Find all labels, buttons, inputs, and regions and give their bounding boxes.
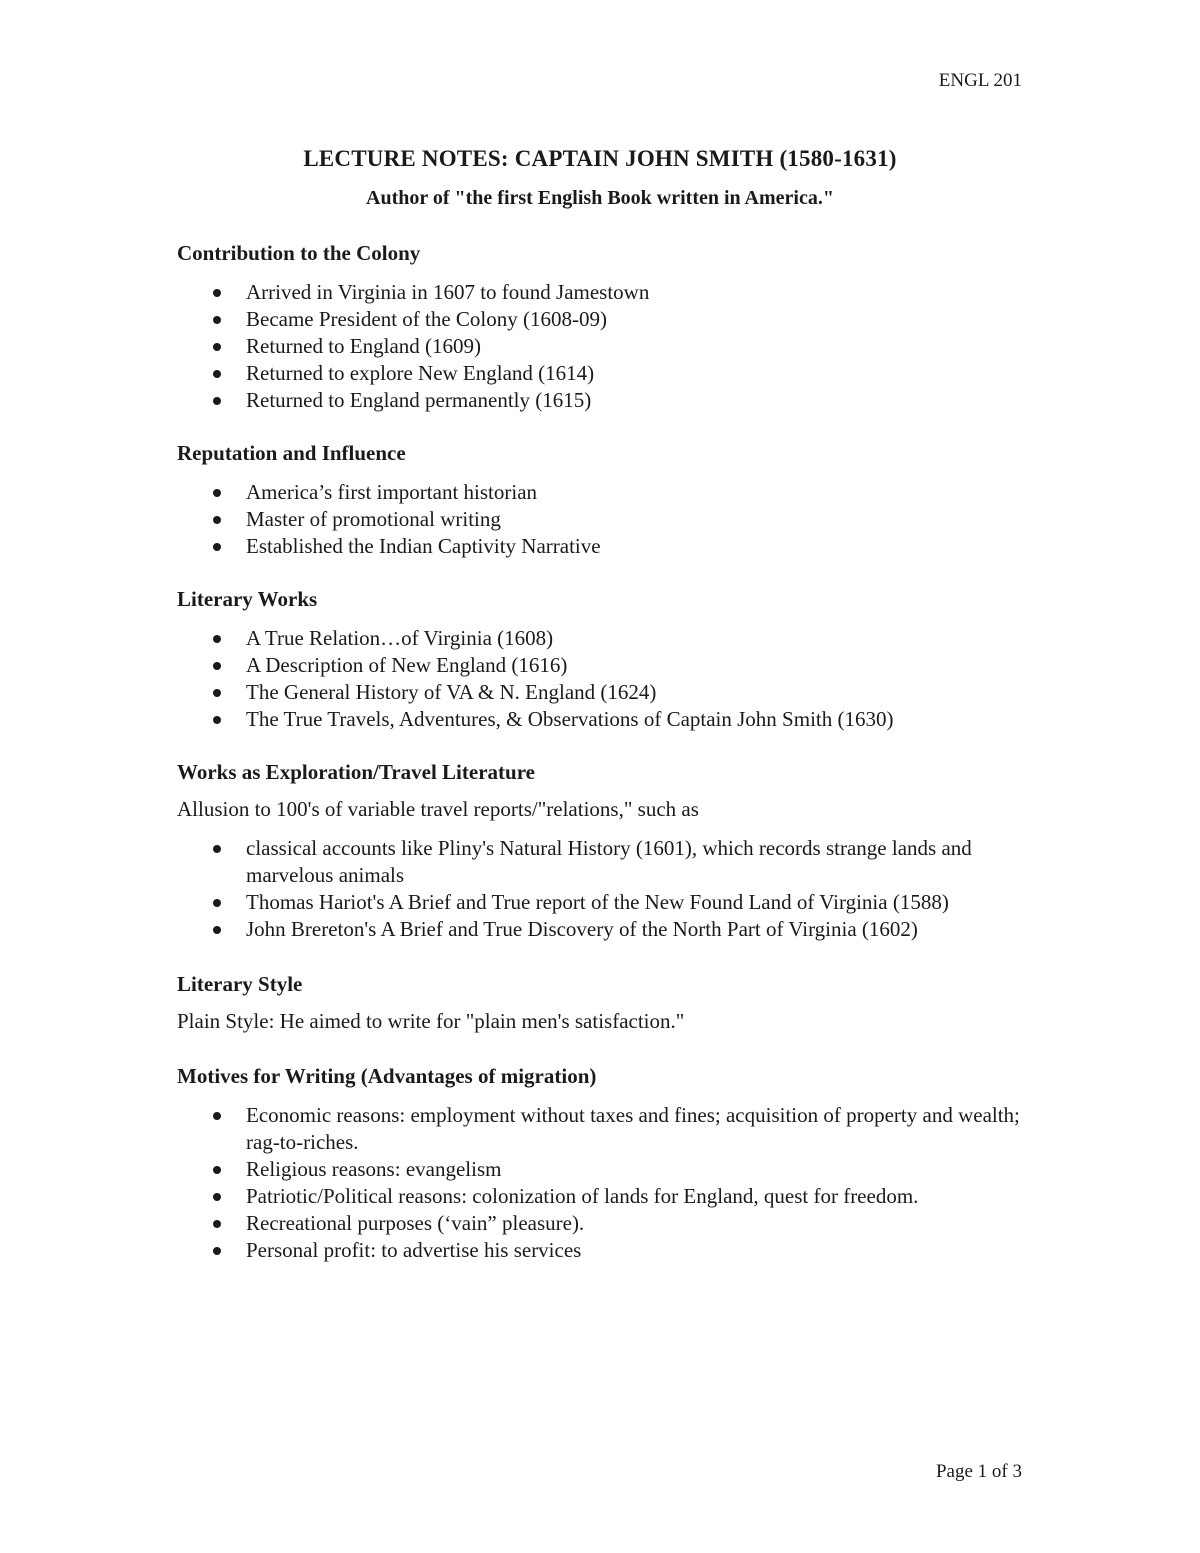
section-heading-exploration: Works as Exploration/Travel Literature — [177, 760, 535, 784]
list-item — [177, 835, 1037, 889]
document-body — [177, 240, 1037, 1264]
bullet-icon — [213, 1166, 221, 1174]
page-number: Page 1 of 3 — [935, 1461, 1022, 1482]
bullet-icon — [213, 1112, 221, 1120]
title-letter-l: L — [303, 146, 319, 171]
list-item — [177, 387, 1037, 414]
page-title — [0, 146, 1200, 172]
list-item — [177, 679, 1037, 706]
title-part-ecture: ECTURE — [318, 146, 422, 171]
reputation-list — [177, 479, 1037, 560]
bullet-icon — [213, 662, 221, 670]
list-item-text: A True Relation…of Virginia (1608) — [246, 626, 554, 650]
list-item-text: classical accounts like Pliny's Natural History (1601), which records strange lands and marvelous animals — [246, 836, 972, 887]
works-list — [177, 625, 1037, 733]
list-item-text: Economic reasons: employment without taxes and fines; acquisition of property and wealth; rag-to-riches. — [246, 1103, 1020, 1154]
list-item — [177, 1237, 1037, 1264]
bullet-icon — [213, 716, 221, 724]
list-item-text: Thomas Hariot's A Brief and True report of the New Found Land of Virginia (1588) — [246, 890, 949, 914]
list-item-text: John Brereton's A Brief and True Discovery of the North Part of Virginia (1602) — [246, 917, 918, 941]
bullet-icon — [213, 1220, 221, 1228]
title-part-ohn: OHN — [636, 146, 696, 171]
list-item-text: A Description of New England (1616) — [246, 653, 568, 677]
section-heading-style: Literary Style — [177, 972, 303, 996]
title-letter-s: S — [695, 146, 709, 171]
title-years: (1580-1631) — [773, 146, 897, 171]
section-heading-motives: Motives for Writing (Advantages of migration) — [177, 1064, 597, 1088]
title-part-otes: OTES: — [438, 146, 515, 171]
list-item — [177, 625, 1037, 652]
title-letter-c: C — [514, 146, 532, 171]
section-heading-works: Literary Works — [177, 587, 318, 611]
section-heading-reputation: Reputation and Influence — [177, 441, 406, 465]
section-heading-contribution: Contribution to the Colony — [177, 241, 421, 265]
list-item — [177, 333, 1037, 360]
list-item-text: Personal profit: to advertise his services — [246, 1238, 582, 1262]
title-letter-j: J — [625, 146, 637, 171]
list-item — [177, 652, 1037, 679]
exploration-intro: Allusion to 100's of variable travel reports/"relations," such as — [177, 797, 699, 821]
list-item-text: Patriotic/Political reasons: colonization of lands for England, quest for freedom. — [246, 1184, 919, 1208]
bullet-icon — [213, 343, 221, 351]
style-text: Plain Style: He aimed to write for "plain men's satisfaction." — [177, 1009, 685, 1033]
title-letter-n: N — [421, 146, 439, 171]
list-item — [177, 479, 1037, 506]
title-part-aptain: APTAIN — [531, 146, 626, 171]
bullet-icon — [213, 689, 221, 697]
list-item-text: Arrived in Virginia in 1607 to found Jamestown — [246, 280, 650, 304]
list-item — [177, 1102, 1037, 1156]
exploration-list — [177, 835, 1037, 943]
list-item-text: Religious reasons: evangelism — [246, 1157, 502, 1181]
list-item-text: America’s first important historian — [246, 480, 538, 504]
list-item — [177, 706, 1037, 733]
list-item — [177, 360, 1037, 387]
list-item — [177, 916, 1037, 943]
list-item-text: Returned to England permanently (1615) — [246, 388, 592, 412]
bullet-icon — [213, 397, 221, 405]
motives-list — [177, 1102, 1037, 1264]
bullet-icon — [213, 370, 221, 378]
bullet-icon — [213, 635, 221, 643]
list-item — [177, 889, 1037, 916]
bullet-icon — [213, 845, 221, 853]
list-item-text: The True Travels, Adventures, & Observations of Captain John Smith (1630) — [246, 707, 894, 731]
list-item-text: Returned to England (1609) — [246, 334, 482, 358]
bullet-icon — [213, 316, 221, 324]
list-item — [177, 533, 1037, 560]
bullet-icon — [213, 899, 221, 907]
title-part-mith: MITH — [708, 146, 774, 171]
list-item — [177, 1183, 1037, 1210]
list-item — [177, 1210, 1037, 1237]
bullet-icon — [213, 289, 221, 297]
list-item — [177, 506, 1037, 533]
page-subtitle: Author of "the first English Book written in America." — [366, 187, 834, 209]
bullet-icon — [213, 489, 221, 497]
list-item-text: Became President of the Colony (1608-09) — [246, 307, 607, 331]
contribution-list — [177, 279, 1037, 414]
list-item — [177, 306, 1037, 333]
list-item-text: The General History of VA & N. England (1624) — [246, 680, 657, 704]
bullet-icon — [213, 1247, 221, 1255]
list-item-text: Master of promotional writing — [246, 507, 501, 531]
list-item-text: Returned to explore New England (1614) — [246, 361, 595, 385]
bullet-icon — [213, 1193, 221, 1201]
course-code: ENGL 201 — [938, 70, 1022, 91]
list-item — [177, 279, 1037, 306]
list-item — [177, 1156, 1037, 1183]
bullet-icon — [213, 926, 221, 934]
bullet-icon — [213, 516, 221, 524]
list-item-text: Recreational purposes (‘vain” pleasure). — [246, 1211, 585, 1235]
bullet-icon — [213, 543, 221, 551]
list-item-text: Established the Indian Captivity Narrative — [246, 534, 601, 558]
